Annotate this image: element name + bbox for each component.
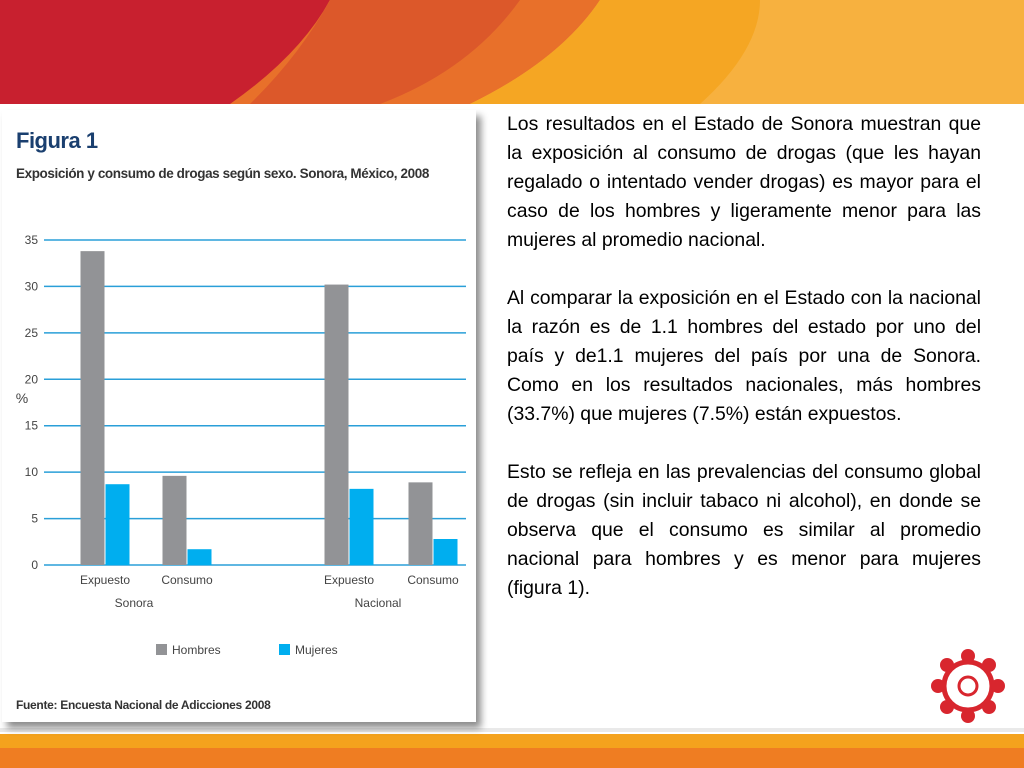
figure-subtitle: Exposición y consumo de drogas según sexo. Sonora, México, 2008 [16, 166, 429, 181]
bar-hombres-1 [163, 476, 187, 565]
y-tick-label: 5 [31, 511, 38, 526]
x-tick-label: Consumo [161, 573, 213, 587]
footer-band [0, 728, 1024, 768]
paragraph-3: Esto se refleja en las prevalencias del consumo global de drogas (sin incluir tabaco ni alcohol), en donde se observa que el consumo es similar al promedio nacional para hombres y es menor para mujeres (figura 1). [507, 461, 981, 599]
bar-hombres-0 [81, 251, 105, 565]
bar-chart [2, 110, 476, 722]
paragraph-2: Al comparar la exposición en el Estado con la nacional la razón es de 1.1 hombres del estado por uno del país y de1.1 mujeres del país por una de Sonora. Como en los resultados nacionales, más hombres (33.7%) que mujeres (7.5%) están expuestos. [507, 287, 981, 425]
legend-swatch-mujeres [279, 644, 290, 655]
group-label: Nacional [354, 596, 402, 610]
figure-title: Figura 1 [16, 128, 98, 153]
group-label: Sonora [114, 596, 154, 610]
y-tick-label: 30 [24, 279, 38, 294]
y-axis-label: % [15, 390, 29, 406]
body-text [507, 110, 981, 632]
bar-mujeres-2 [350, 489, 374, 565]
header-banner [0, 0, 1024, 104]
x-tick-label: Expuesto [79, 573, 131, 587]
y-tick-label: 0 [31, 558, 38, 572]
y-tick-label: 10 [24, 465, 38, 480]
bar-hombres-3 [409, 482, 433, 565]
y-tick-label: 20 [24, 372, 38, 387]
y-tick-label: 15 [24, 418, 38, 433]
y-tick-label: 35 [24, 233, 38, 247]
legend-label: Hombres [172, 643, 221, 657]
x-tick-label: Expuesto [323, 573, 375, 587]
bar-mujeres-3 [434, 539, 458, 565]
x-tick-label: Consumo [407, 573, 459, 587]
y-tick-label: 25 [24, 325, 38, 340]
legend-swatch-hombres [156, 644, 167, 655]
bar-mujeres-0 [106, 484, 130, 565]
figure-source: Fuente: Encuesta Nacional de Adicciones 2008 [16, 698, 271, 712]
bar-hombres-2 [325, 285, 349, 565]
red-molecule-ring-icon [930, 648, 1006, 724]
legend-label: Mujeres [295, 643, 338, 657]
paragraph-1: Los resultados en el Estado de Sonora muestran que la exposición al consumo de drogas (que les hayan regalado o intentado vender drogas) es mayor para el caso de los hombres y ligeramente menor para las mujeres al promedio nacional. [507, 113, 981, 251]
bar-mujeres-1 [188, 549, 212, 565]
figure-card [2, 110, 476, 722]
